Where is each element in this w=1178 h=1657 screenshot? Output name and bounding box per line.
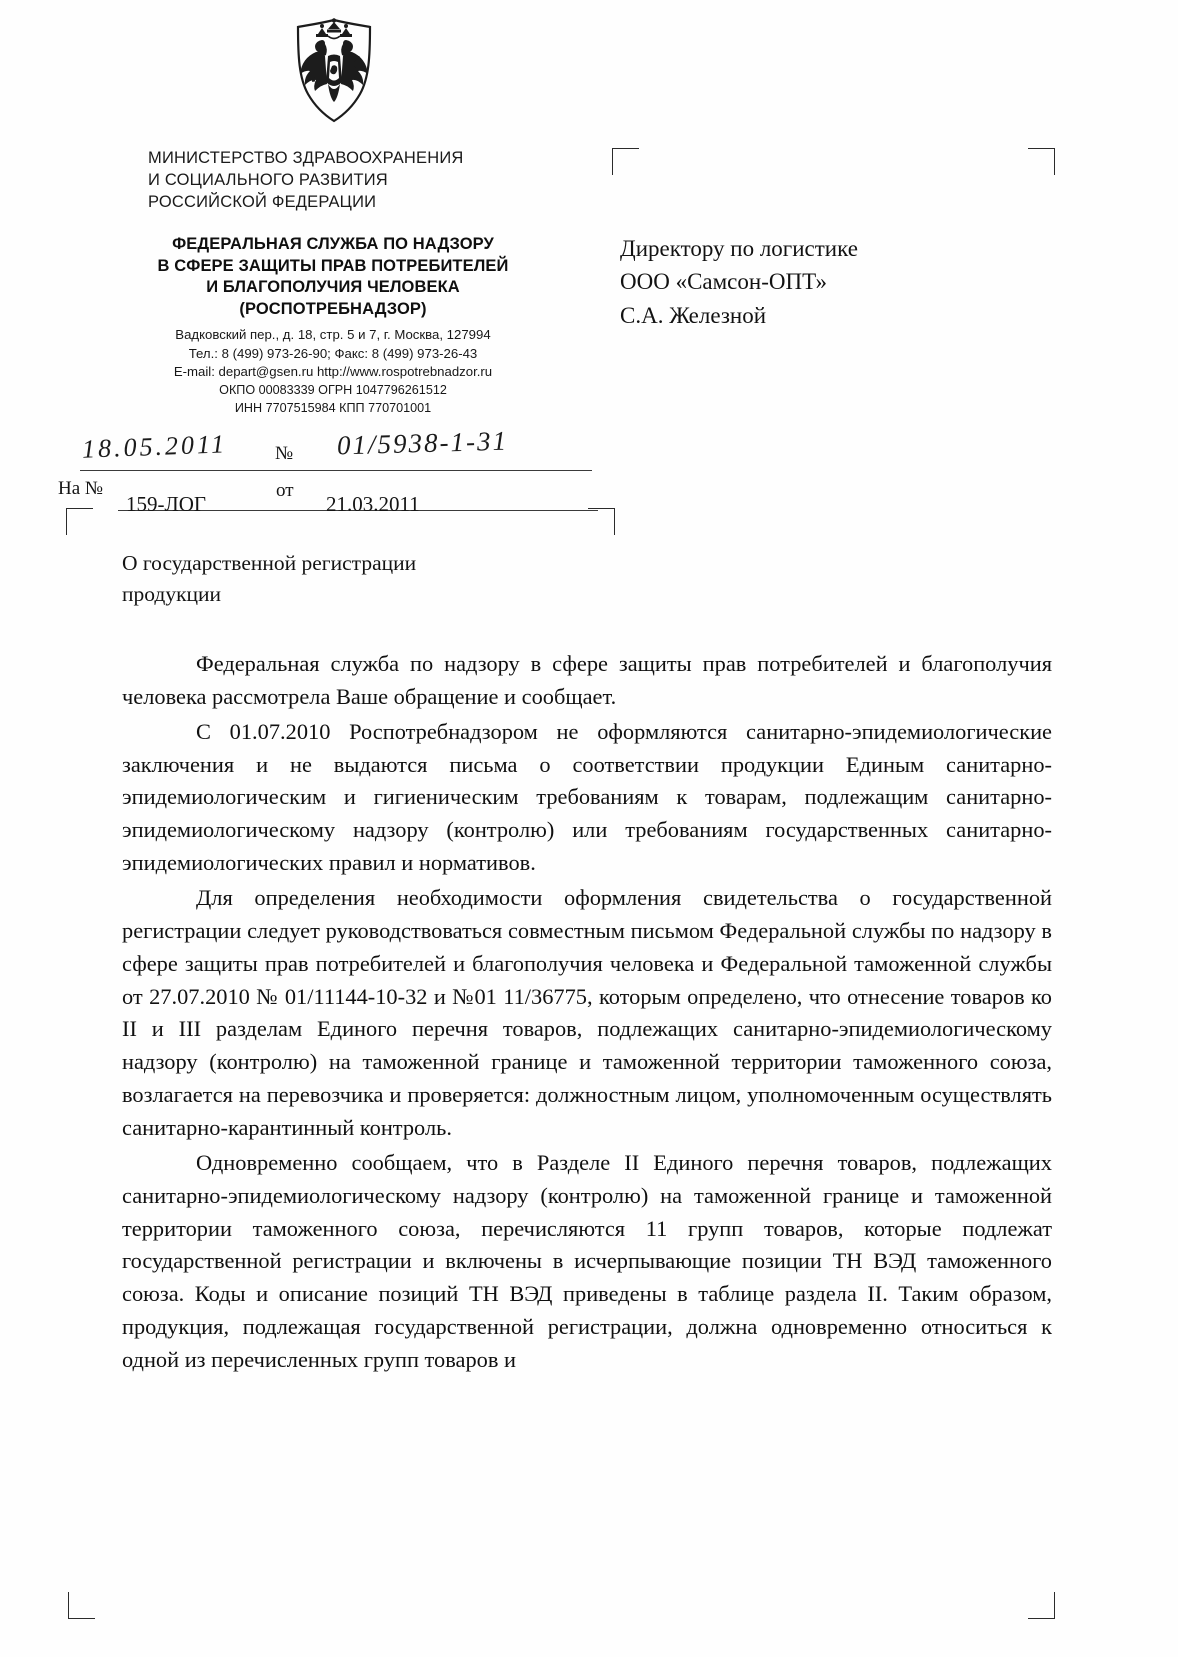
addressee-line-2: ООО «Самсон-ОПТ» <box>620 269 828 295</box>
reply-to-value: 159-ЛОГ <box>126 492 207 516</box>
ministry-line-1: МИНИСТЕРСТВО ЗДРАВООХРАНЕНИЯ <box>148 149 464 167</box>
ministry-line-2: И СОЦИАЛЬНОГО РАЗВИТИЯ <box>148 170 388 189</box>
body-paragraph: Одновременно сообщаем, что в Разделе II Единого перечня товаров, подлежащих санитарно-эпидемиологическому надзору (контролю) на таможенной границе и таможенной территории таможенного союза, перечисляются 11 групп товаров, которые подлежат государственной регистрации и включены в исчерпывающие позиции ТН ВЭД таможенного союза. Коды и описание позиций ТН ВЭД приведены в таблице раздела II. Таким образом, продукция, подлежащая государственной регистрации, должна одновременно относиться к одной из перечисленных групп товаров и <box>122 1149 1052 1372</box>
crop-mark-top-left-upper <box>612 148 639 175</box>
coat-of-arms-icon <box>288 16 380 124</box>
crop-mark-bottom-right <box>1028 1592 1055 1619</box>
service-name <box>118 234 548 321</box>
subject-line-2: продукции <box>122 581 222 606</box>
crop-mark-top-right-body <box>588 508 615 535</box>
letterhead-contacts <box>118 326 548 418</box>
body-paragraph: С 01.07.2010 Роспотребнадзором не оформляются санитарно-эпидемиологические заключения и не выдаются письма о соответствии продукции Единым санитарно-эпидемиологическим и гигиеническим требованиям к товарам, подлежащим санитарно-эпидемиологическому надзору (контролю) или требованиям государственных санитарно-эпидемиологических правил и нормативов. <box>122 718 1052 876</box>
registration-rule <box>80 470 592 471</box>
crop-mark-bottom-left <box>68 1592 95 1619</box>
service-line-2: В СФЕРЕ ЗАЩИТЫ ПРАВ ПОТРЕБИТЕЛЕЙ <box>157 256 509 275</box>
from-value: 21.03.2011 <box>326 492 420 516</box>
body-paragraph: Федеральная служба по надзору в сфере защиты прав потребителей и благополучия человека рассмотрела Ваше обращение и сообщает. <box>122 651 1052 709</box>
email-website: E-mail: depart@gsen.ru http://www.rospotrebnadzor.ru <box>173 364 493 380</box>
addressee-block <box>620 232 1070 332</box>
from-label: от <box>276 480 294 501</box>
letterhead <box>118 148 548 418</box>
service-line-4: (РОСПОТРЕБНАДЗОР) <box>239 300 427 319</box>
crop-mark-top-right <box>1028 148 1055 175</box>
addressee-line-1: Директору по логистике <box>620 236 858 261</box>
registration-date-handwritten: 18.05.2011 <box>81 429 228 464</box>
registration-number-handwritten: 01/5938-1-31 <box>336 425 509 461</box>
body-paragraph: Для определения необходимости оформления свидетельства о государственной регистрации следует руководствоваться совместным письмом Федеральной службы по надзору в сфере защиты прав потребителей и благополучия человека и Федеральной таможенной службы от 27.07.2010 № 01/11144-10-32 и №01 11/36775, которым определено, что отнесение товаров ко II и III разделам Единого перечня товаров, подлежащих санитарно-эпидемиологическому надзору (контролю) на таможенной границе и таможенной территории таможенного союза, возлагается на перевозчика и проверяется: должностным лицом, уполномоченным осуществлять санитарно-карантинный контроль. <box>122 885 1052 1140</box>
subject-block <box>122 548 552 609</box>
postal-address: Вадковский пер., д. 18, стр. 5 и 7, г. Москва, 127994 <box>175 326 491 342</box>
reply-to-label: На № <box>58 478 104 499</box>
ministry-name <box>118 148 548 214</box>
ministry-line-3: РОССИЙСКОЙ ФЕДЕРАЦИИ <box>148 192 377 211</box>
letter-body <box>122 648 1052 1377</box>
subject-line-1: О государственной регистрации <box>122 551 417 575</box>
inn-kpp: ИНН 7707515984 КПП 770701001 <box>234 400 432 415</box>
number-label: № <box>275 443 294 464</box>
service-line-3: И БЛАГОПОЛУЧИЯ ЧЕЛОВЕКА <box>206 278 460 297</box>
okpo-ogrn: ОКПО 00083339 ОГРН 1047796261512 <box>219 383 447 398</box>
crop-mark-top-left-body <box>66 508 93 535</box>
phone-fax: Тел.: 8 (499) 973-26-90; Факс: 8 (499) 973-26-43 <box>188 345 478 361</box>
addressee-line-3: С.А. Железной <box>620 302 767 328</box>
service-line-1: ФЕДЕРАЛЬНАЯ СЛУЖБА ПО НАДЗОРУ <box>172 234 494 253</box>
